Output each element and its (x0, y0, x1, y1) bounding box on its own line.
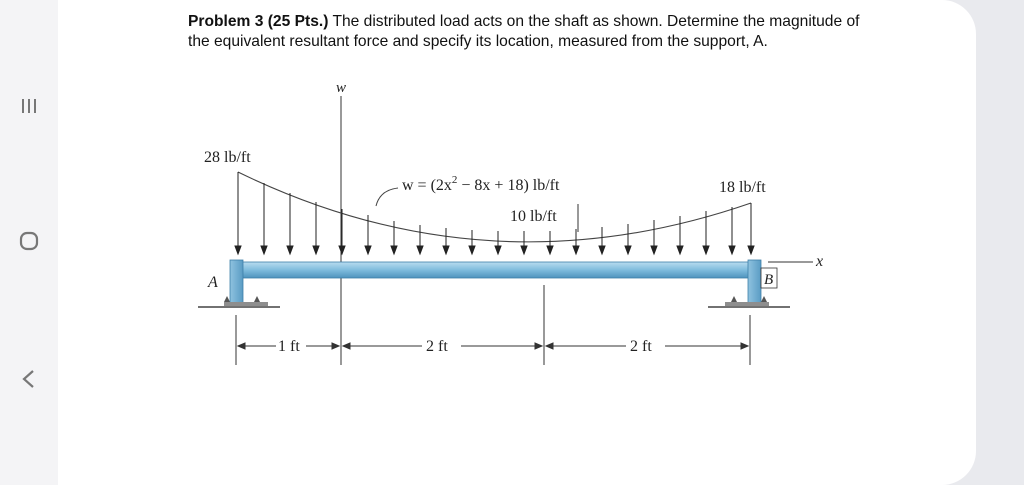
right-load-label: 18 lb/ft (719, 179, 766, 196)
support-b-label: B (764, 272, 774, 288)
dimension-3-label: 2 ft (630, 338, 652, 355)
dimension-2-label: 2 ft (426, 338, 448, 355)
home-button[interactable] (0, 228, 58, 254)
recent-apps-icon (19, 96, 39, 116)
dimension-lines (236, 285, 750, 365)
navigation-bar (0, 0, 58, 485)
mid-load-label: 10 lb/ft (510, 208, 557, 225)
load-equation-prefix: w = (2x (402, 177, 452, 194)
x-axis-label: x (816, 253, 824, 270)
shaft (240, 262, 752, 278)
dimension-1-label: 1 ft (278, 338, 300, 355)
load-equation-suffix: − 8x + 18) lb/ft (457, 177, 560, 194)
shaft-figure (58, 0, 976, 485)
document-sheet (58, 0, 976, 485)
equation-leader (376, 188, 398, 206)
home-icon (17, 229, 41, 253)
load-equation-exponent: 2 (451, 174, 458, 186)
support-a-label: A (208, 274, 218, 291)
w-axis-label: w (336, 80, 347, 96)
left-load-label: 28 lb/ft (204, 149, 251, 166)
problem-heading: Problem 3 (25 Pts.) (188, 13, 329, 30)
recent-apps-button[interactable] (0, 94, 58, 118)
back-icon (19, 368, 39, 390)
back-button[interactable] (0, 367, 58, 391)
load-equation (402, 174, 560, 194)
problem-body: The distributed load acts on the shaft as shown. Determine the magnitude of the equivalent resultant force and specify its location, measured from the support, A. (188, 13, 860, 50)
